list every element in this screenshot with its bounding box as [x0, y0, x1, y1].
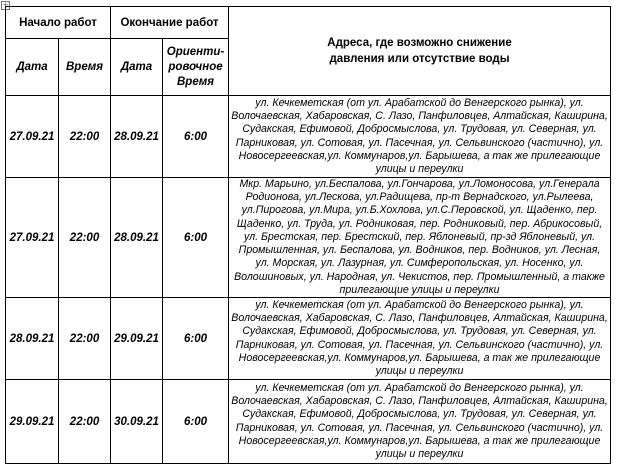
address-cell: ул. Кечкеметская (от ул. Арабатской до Венгерского рынка), ул. Волочаевская, Хабаровская, С. Лазо, Панфиловцев, Алтайская, Каширина, Судакская, Ефимовой, Добросмыслова, ул. Трудовая, ул. Северная, ул. Парниковая, ул. Сотовая, ул. Пасечная, ул. Сельвинского (частично), ул. Новосергеевская,ул. Коммунаров,ул. Барышева, а так же прилегающие улицы и переулки: [229, 298, 611, 380]
end-time-cell: 6:00: [163, 298, 229, 380]
end-date-header: Дата: [111, 39, 163, 96]
start-date-cell: 27.09.21: [6, 178, 59, 298]
end-time-cell: 6:00: [163, 178, 229, 298]
end-date-cell: 30.09.21: [111, 380, 163, 464]
start-time-cell: 22:00: [59, 298, 111, 380]
address-header-text: Адреса, где возможно снижение давления или отсутствие воды: [327, 37, 512, 65]
end-time-cell: 6:00: [163, 380, 229, 464]
end-date-cell: 28.09.21: [111, 178, 163, 298]
start-date-cell: 28.09.21: [6, 298, 59, 380]
end-approx-time-header: Ориенти-ровочное Время: [163, 39, 229, 96]
end-work-header: Окончание работ: [111, 7, 229, 39]
start-time-cell: 22:00: [59, 178, 111, 298]
table-row: [6, 380, 611, 464]
start-date-cell: 29.09.21: [6, 380, 59, 464]
outage-schedule-table: [5, 6, 611, 464]
address-header: [229, 7, 611, 96]
address-cell: Мкр. Марьино, ул.Беспалова, ул.Гончарова, ул.Ломоносова, ул.Генерала Родионова, ул.Лескова, ул.Радищева, пр-т Вернадского, ул.Рылеева, ул.Пирогова, ул.Мира, ул.Б.Хохлова, ул.С.Перовской, ул. Щаденко, пер. Щаденко, ул. Труда, ул. Родниковая, пер. Родниковый, пер. Абрикосовый, ул. Брестская, пер. Брестский, пер. Яблоневый, пр-зд Яблоневый, ул. Промышленная, ул. Беспалова, ул. Водников, пер. Водников, ул. Лесная, ул. Морская, ул. Лазурная, ул. Симферопольская, ул. Носенко, ул. Волошиновых, ул. Народная, ул. Чекистов, пер. Промышленный, а также прилегающие улицы и переулки: [229, 178, 611, 298]
address-cell: ул. Кечкеметская (от ул. Арабатской до Венгерского рынка), ул. Волочаевская, Хабаровская, С. Лазо, Панфиловцев, Алтайская, Каширина, Судакская, Ефимовой, Добросмыслова, ул. Трудовая, ул. Северная, ул. Парниковая, ул. Сотовая, ул. Пасечная, ул. Сельвинского (частично), ул. Новосергеевская,ул. Коммунаров,ул. Барышева, а так же прилегающие улицы и переулки: [229, 96, 611, 178]
start-time-header: Время: [59, 39, 111, 96]
table-move-handle-icon[interactable]: +: [2, 1, 9, 9]
table-row: [6, 178, 611, 298]
start-date-header: Дата: [6, 39, 59, 96]
start-work-header: Начало работ: [6, 7, 111, 39]
start-date-cell: 27.09.21: [6, 96, 59, 178]
address-cell: ул. Кечкеметская (от ул. Арабатской до Венгерского рынка), ул. Волочаевская, Хабаровская, С. Лазо, Панфиловцев, Алтайская, Каширина, Судакская, Ефимовой, Добросмыслова, ул. Трудовая, ул. Северная, ул. Парниковая, ул. Сотовая, ул. Пасечная, ул. Сельвинского (частично), ул. Новосергеевская,ул. Коммунаров,ул. Барышева, а так же прилегающие улицы и переулки: [229, 380, 611, 464]
end-date-cell: 28.09.21: [111, 96, 163, 178]
table-row: [6, 298, 611, 380]
end-time-cell: 6:00: [163, 96, 229, 178]
start-time-cell: 22:00: [59, 380, 111, 464]
start-time-cell: 22:00: [59, 96, 111, 178]
end-date-cell: 29.09.21: [111, 298, 163, 380]
table-row: [6, 96, 611, 178]
header-row-group: [6, 7, 611, 39]
